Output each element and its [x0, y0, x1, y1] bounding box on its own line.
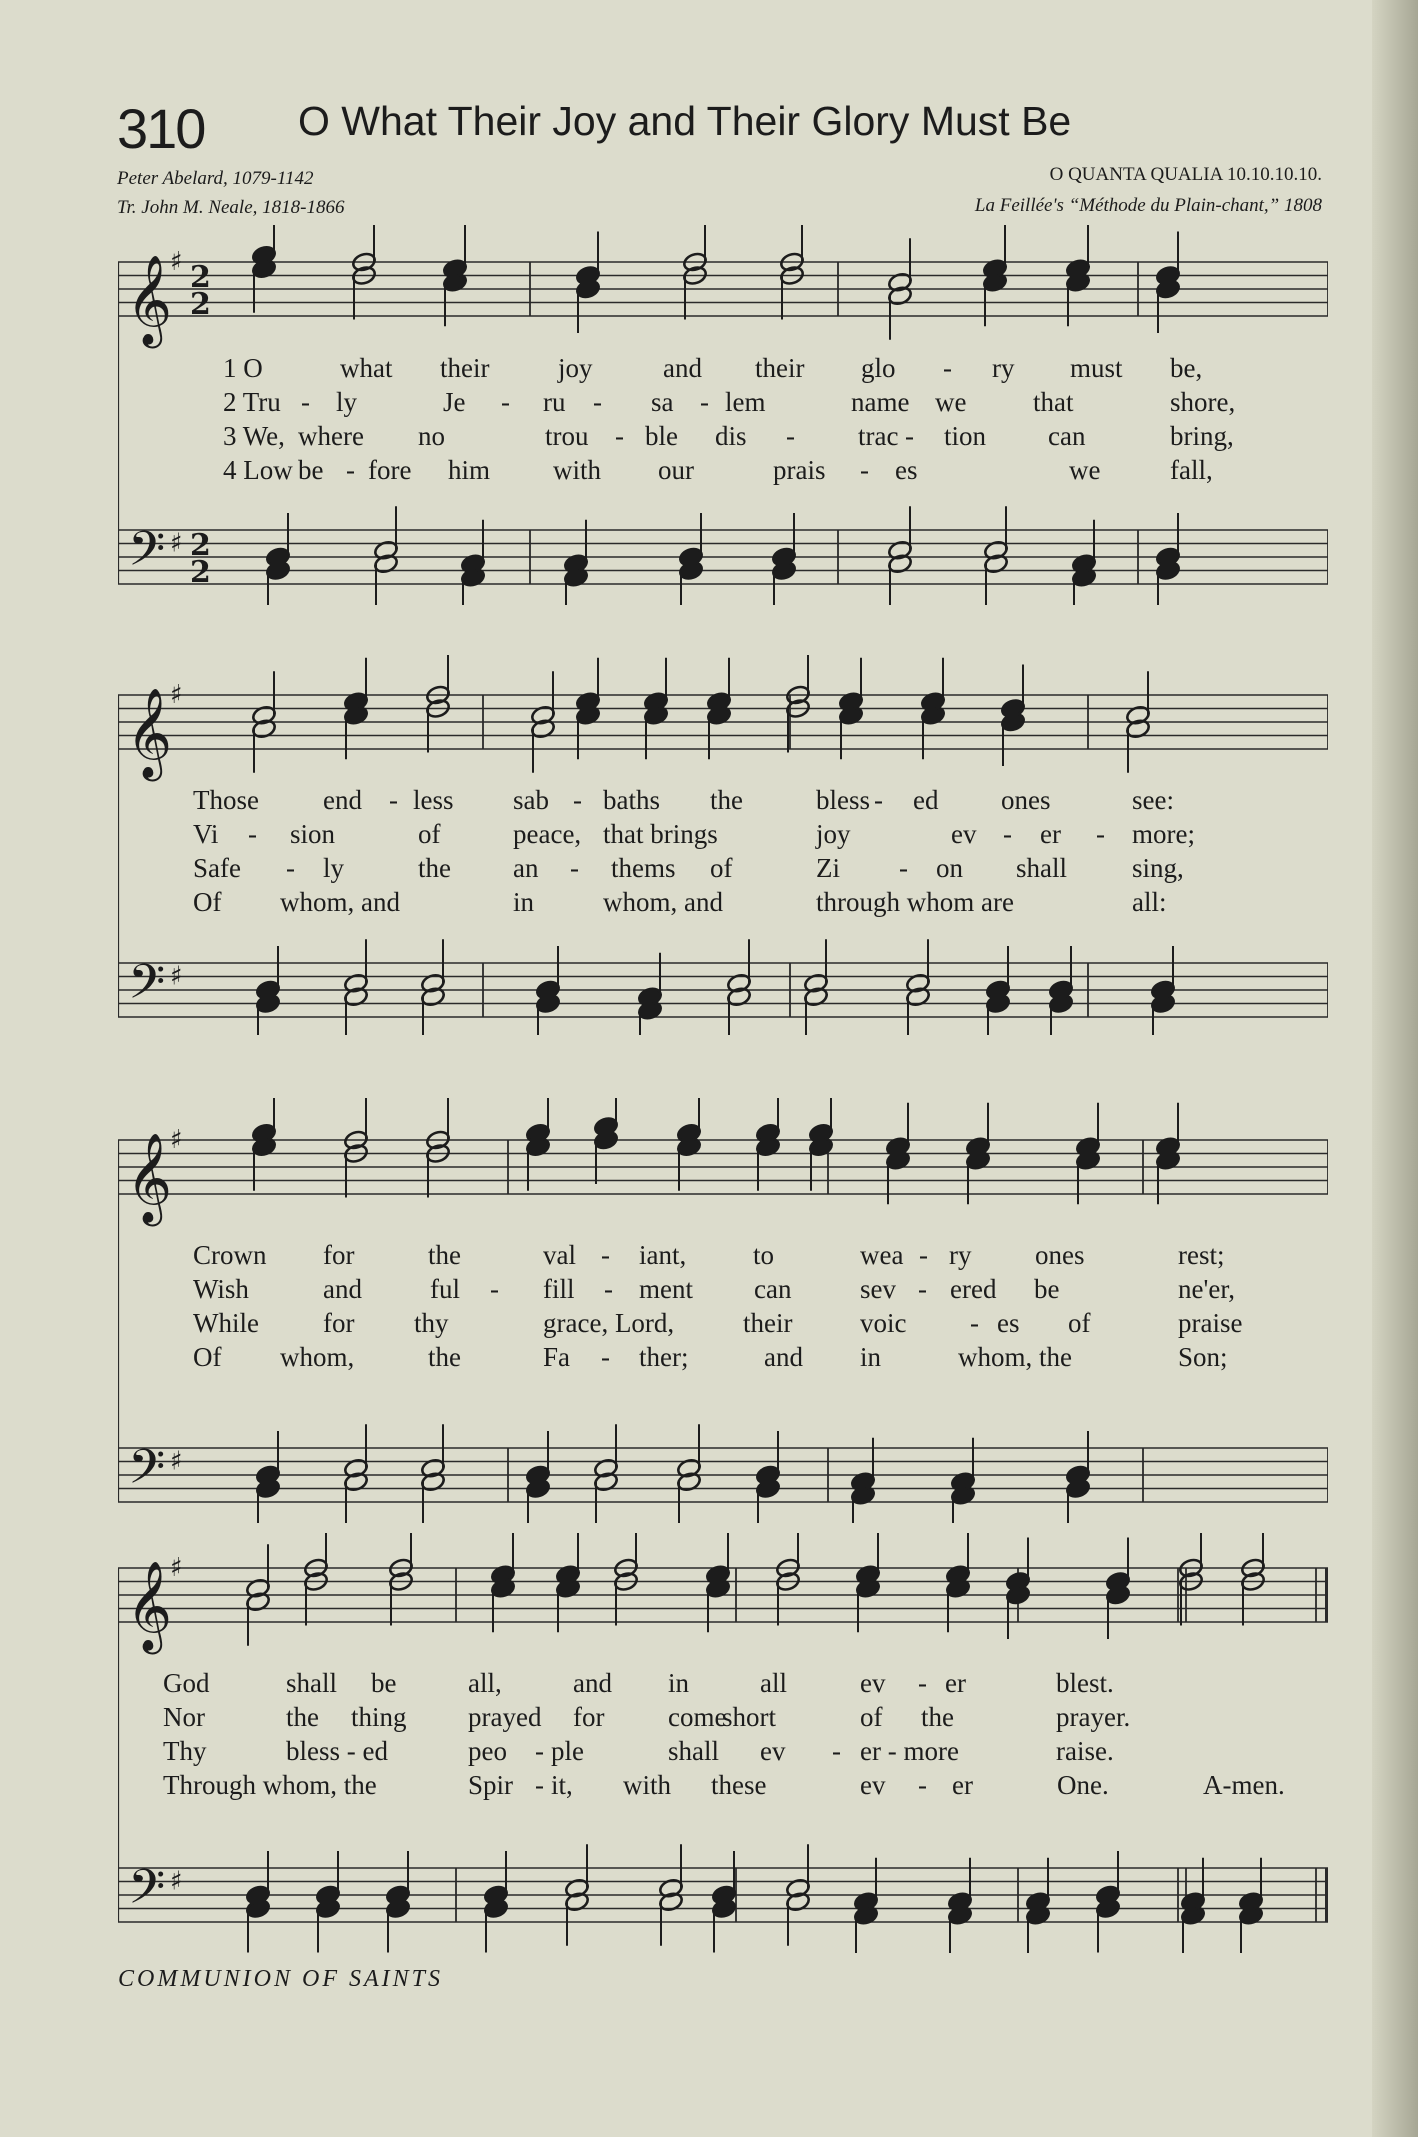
lyric-syllable: the	[428, 1240, 461, 1270]
lyric-syllable: -	[601, 1240, 610, 1270]
tune-source: La Feillée's “Méthode du Plain-chant,” 1808	[974, 195, 1322, 216]
lyric-syllable: Zi	[816, 853, 840, 883]
lyric-syllable: in	[668, 1668, 690, 1698]
lyric-syllable: and	[764, 1342, 803, 1372]
lyric-syllable: that	[1033, 387, 1074, 417]
lyric-syllable: er	[1040, 819, 1061, 849]
time-signature-top: 2	[190, 260, 211, 295]
lyric-syllable: shall	[1016, 853, 1067, 883]
lyric-syllable: -	[570, 853, 579, 883]
lyric-syllable: shore,	[1170, 387, 1236, 417]
music-system-1	[118, 225, 1328, 605]
lyric-syllable: bless - ed	[286, 1736, 388, 1766]
lyric-syllable: -	[874, 785, 883, 815]
lyric-syllable: these	[711, 1770, 767, 1800]
lyric-syllable: -	[535, 1736, 544, 1766]
lyric-syllable: ful	[430, 1274, 460, 1304]
verse-line-1	[118, 1668, 1328, 1700]
lyric-syllable: thy	[414, 1308, 449, 1338]
lyric-syllable: less	[413, 785, 454, 815]
lyric-syllable: Spir	[468, 1770, 514, 1800]
lyric-syllable: of	[1068, 1308, 1091, 1338]
lyric-syllable: sion	[290, 819, 336, 849]
lyric-syllable: we	[935, 387, 967, 417]
lyric-syllable: the	[710, 785, 743, 815]
sharp-key-signature-icon: ♯	[170, 1553, 183, 1583]
lyric-syllable: -	[899, 853, 908, 883]
lyric-syllable: come	[668, 1702, 727, 1732]
lyric-syllable: prayed	[468, 1702, 542, 1732]
lyric-syllable: the	[418, 853, 451, 883]
verse-line-2	[118, 1702, 1328, 1734]
verse-line-3	[118, 1308, 1328, 1340]
lyric-syllable: -	[501, 387, 510, 417]
music-system-2	[118, 655, 1328, 1035]
lyric-syllable: er	[952, 1770, 973, 1800]
verse-line-3	[118, 853, 1328, 885]
lyric-syllable: for	[573, 1702, 605, 1732]
lyric-syllable: whom,	[280, 1342, 355, 1372]
lyric-syllable: -	[1096, 819, 1105, 849]
lyric-syllable: what	[340, 353, 393, 383]
lyric-syllable: While	[193, 1308, 259, 1338]
lyric-syllable: whom, and	[603, 887, 723, 917]
time-signature-bottom: 2	[190, 287, 211, 322]
lyric-syllable: 4 Low	[223, 455, 293, 485]
bass-clef-icon: 𝄢	[128, 520, 166, 589]
lyric-syllable: ones	[1035, 1240, 1085, 1270]
lyric-syllable: -	[535, 1770, 544, 1800]
hymn-title: O What Their Joy and Their Glory Must Be	[298, 98, 1072, 144]
lyric-syllable: be,	[1170, 353, 1203, 383]
lyric-syllable: can	[1048, 421, 1086, 451]
lyric-syllable: fall,	[1170, 455, 1213, 485]
music-system-4	[118, 1533, 1328, 1953]
lyric-syllable: Wish	[193, 1274, 249, 1304]
lyric-syllable: more;	[1132, 819, 1195, 849]
lyric-syllable: the	[921, 1702, 954, 1732]
lyric-syllable: baths	[603, 785, 660, 815]
lyric-syllable: -	[919, 1240, 928, 1270]
verse-line-4	[118, 887, 1328, 919]
lyric-syllable: be	[1034, 1274, 1060, 1304]
lyric-syllable: blest.	[1056, 1668, 1114, 1698]
section-label: COMMUNION OF SAINTS	[118, 1966, 443, 1992]
lyric-syllable: -	[604, 1274, 613, 1304]
lyric-syllable: with	[553, 455, 602, 485]
treble-clef-icon: 𝄞	[126, 688, 173, 778]
verse-line-4	[118, 455, 1328, 487]
sharp-key-signature-icon: ♯	[170, 1446, 183, 1477]
lyric-syllable: for	[323, 1240, 355, 1270]
sharp-key-signature-icon: ♯	[170, 1866, 183, 1897]
lyric-syllable: -	[970, 1308, 979, 1338]
lyric-syllable: iant,	[639, 1240, 687, 1270]
lyric-syllable: the	[428, 1342, 461, 1372]
lyric-syllable: name	[851, 387, 910, 417]
lyric-syllable: -	[346, 455, 355, 485]
lyric-syllable: be	[298, 455, 324, 485]
lyric-syllable: Vi	[193, 819, 219, 849]
treble-clef-icon: 𝄞	[126, 1561, 173, 1651]
lyric-syllable: shall	[286, 1668, 337, 1698]
lyric-syllable: short	[722, 1702, 776, 1732]
lyric-syllable: must	[1070, 353, 1123, 383]
verse-line-2	[118, 1274, 1328, 1306]
lyric-syllable: es	[895, 455, 918, 485]
lyric-syllable: ered	[950, 1274, 997, 1304]
lyric-syllable: er - more	[860, 1736, 959, 1766]
lyric-syllable: ev	[860, 1668, 886, 1698]
lyric-syllable: joy	[558, 353, 593, 383]
lyric-syllable: ed	[913, 785, 939, 815]
lyric-syllable: peace,	[513, 819, 582, 849]
lyric-syllable: ne'er,	[1178, 1274, 1235, 1304]
lyric-syllable: through whom are	[816, 887, 1014, 917]
lyric-syllable: -	[943, 353, 952, 383]
lyric-syllable: -	[860, 455, 869, 485]
lyric-syllable: for	[323, 1308, 355, 1338]
lyric-syllable: Thy	[163, 1736, 207, 1766]
verse-line-4	[118, 1770, 1328, 1802]
lyric-syllable: ly	[336, 387, 358, 417]
lyric-syllable: Of	[193, 887, 222, 917]
lyric-syllable: peo	[468, 1736, 507, 1766]
lyric-syllable: -	[918, 1274, 927, 1304]
lyric-syllable: ther;	[639, 1342, 689, 1372]
lyric-syllable: thems	[611, 853, 676, 883]
lyric-syllable: where	[298, 421, 364, 451]
verse-line-3	[118, 421, 1328, 453]
lyric-syllable: all	[760, 1668, 787, 1698]
lyric-syllable: bless	[816, 785, 870, 815]
lyric-syllable: him	[448, 455, 491, 485]
lyric-syllable: ble	[645, 421, 678, 451]
lyric-syllable: whom, and	[280, 887, 400, 917]
lyric-syllable: sab	[513, 785, 549, 815]
lyric-syllable: lem	[725, 387, 766, 417]
lyric-syllable: Those	[193, 785, 259, 815]
lyric-syllable: One.	[1057, 1770, 1109, 1800]
lyric-syllable: -	[301, 387, 310, 417]
lyric-syllable: es	[997, 1308, 1020, 1338]
lyric-syllable: God	[163, 1668, 210, 1698]
lyric-syllable: -	[905, 421, 914, 451]
lyric-syllable: 3 We,	[223, 421, 285, 451]
sharp-key-signature-icon: ♯	[170, 680, 183, 710]
lyric-syllable: prais	[773, 455, 826, 485]
lyric-syllable: ly	[323, 853, 345, 883]
lyric-syllable: fore	[368, 455, 412, 485]
lyric-syllable: all:	[1132, 887, 1167, 917]
hymn-number: 310	[117, 97, 205, 160]
lyric-syllable: and	[663, 353, 702, 383]
lyric-syllable: Nor	[163, 1702, 205, 1732]
verse-line-1	[118, 1240, 1328, 1272]
lyric-syllable: whom, the	[958, 1342, 1072, 1372]
lyric-syllable: ru	[543, 387, 566, 417]
lyric-syllable: ev	[860, 1770, 886, 1800]
time-signature-bottom: 2	[190, 555, 211, 590]
lyric-syllable: we	[1069, 455, 1101, 485]
lyric-syllable: an	[513, 853, 539, 883]
lyric-syllable: the	[286, 1702, 319, 1732]
lyric-syllable: ment	[639, 1274, 693, 1304]
book-spine-shadow	[1372, 0, 1418, 2137]
verse-line-4	[118, 1342, 1328, 1374]
lyric-syllable: all,	[468, 1668, 502, 1698]
bass-clef-icon: 𝄢	[128, 1438, 166, 1507]
lyric-syllable: of	[860, 1702, 883, 1732]
lyric-syllable: their	[755, 353, 805, 383]
music-system-3	[118, 1098, 1328, 1523]
lyric-syllable: rest;	[1178, 1240, 1225, 1270]
lyric-syllable: with	[623, 1770, 672, 1800]
lyric-syllable: and	[573, 1668, 612, 1698]
lyric-syllable: ry	[992, 353, 1015, 383]
lyric-syllable: thing	[351, 1702, 407, 1732]
treble-clef-icon: 𝄞	[126, 255, 173, 345]
lyric-syllable: -	[1003, 819, 1012, 849]
lyric-syllable: be	[371, 1668, 397, 1698]
lyric-syllable: sev	[860, 1274, 896, 1304]
lyric-syllable: grace, Lord,	[543, 1308, 675, 1338]
lyric-syllable: can	[754, 1274, 792, 1304]
translator-credit: Tr. John M. Neale, 1818-1866	[117, 197, 345, 218]
lyric-syllable: ev	[760, 1736, 786, 1766]
lyric-syllable: that brings	[603, 819, 718, 849]
time-signature-top: 2	[190, 528, 211, 563]
lyric-syllable: ev	[951, 819, 977, 849]
lyric-syllable: trac	[858, 421, 899, 451]
lyric-syllable: Son;	[1178, 1342, 1228, 1372]
lyric-syllable: Je	[443, 387, 466, 417]
lyric-syllable: fill	[543, 1274, 575, 1304]
lyric-syllable: our	[658, 455, 694, 485]
lyric-syllable: ones	[1001, 785, 1051, 815]
verse-line-1	[118, 353, 1328, 385]
lyric-syllable: Crown	[193, 1240, 267, 1270]
lyric-syllable: Safe	[193, 853, 241, 883]
bass-clef-icon: 𝄢	[128, 1858, 166, 1927]
author-credit: Peter Abelard, 1079-1142	[117, 168, 314, 189]
lyric-syllable: -	[389, 785, 398, 815]
treble-clef-icon: 𝄞	[126, 1133, 173, 1223]
lyric-syllable: -	[593, 387, 602, 417]
lyric-syllable: praise	[1178, 1308, 1243, 1338]
lyric-syllable: voic	[860, 1308, 907, 1338]
lyric-syllable: glo	[861, 353, 896, 383]
lyric-syllable: -	[700, 387, 709, 417]
lyric-syllable: tion	[944, 421, 987, 451]
lyric-syllable: end	[323, 785, 362, 815]
verse-line-2	[118, 387, 1328, 419]
verse-line-1	[118, 785, 1328, 817]
lyric-syllable: in	[860, 1342, 882, 1372]
lyric-syllable: 2 Tru	[223, 387, 281, 417]
lyric-syllable: shall	[668, 1736, 719, 1766]
lyric-syllable: -	[615, 421, 624, 451]
lyric-syllable: er	[945, 1668, 966, 1698]
lyric-syllable: Through whom, the	[163, 1770, 377, 1800]
lyric-syllable: it,	[551, 1770, 573, 1800]
lyric-syllable: sing,	[1132, 853, 1184, 883]
lyric-syllable: -	[918, 1770, 927, 1800]
lyric-syllable: ry	[949, 1240, 972, 1270]
lyric-syllable: wea	[860, 1240, 904, 1270]
sharp-key-signature-icon: ♯	[170, 1125, 183, 1155]
lyric-syllable: ple	[551, 1736, 584, 1766]
lyric-syllable: -	[286, 853, 295, 883]
lyric-syllable: raise.	[1056, 1736, 1114, 1766]
lyric-syllable: trou	[545, 421, 589, 451]
lyric-syllable: prayer.	[1056, 1702, 1131, 1732]
lyric-syllable: bring,	[1170, 421, 1234, 451]
lyric-syllable: -	[248, 819, 257, 849]
lyric-syllable: val	[543, 1240, 576, 1270]
lyric-syllable: joy	[816, 819, 851, 849]
lyric-syllable: their	[743, 1308, 793, 1338]
lyric-syllable: of	[710, 853, 733, 883]
bass-clef-icon: 𝄢	[128, 953, 166, 1022]
lyric-syllable: their	[440, 353, 490, 383]
lyric-syllable: -	[490, 1274, 499, 1304]
lyric-syllable: sa	[651, 387, 674, 417]
lyric-syllable: to	[753, 1240, 775, 1270]
lyric-syllable: and	[323, 1274, 362, 1304]
lyric-syllable: 1 O	[223, 353, 263, 383]
lyric-syllable: -	[918, 1668, 927, 1698]
verse-line-2	[118, 819, 1328, 851]
lyric-syllable: of	[418, 819, 441, 849]
lyric-syllable: Fa	[543, 1342, 570, 1372]
lyric-syllable: see:	[1132, 785, 1174, 815]
lyric-syllable: in	[513, 887, 535, 917]
tune-name: O QUANTA QUALIA 10.10.10.10.	[1049, 164, 1322, 185]
sharp-key-signature-icon: ♯	[170, 247, 183, 277]
verse-line-3	[118, 1736, 1328, 1768]
sharp-key-signature-icon: ♯	[170, 528, 183, 559]
lyric-syllable: -	[786, 421, 795, 451]
lyric-syllable: no	[418, 421, 445, 451]
lyric-syllable: Of	[193, 1342, 222, 1372]
lyric-syllable: dis	[715, 421, 747, 451]
lyric-syllable: -	[573, 785, 582, 815]
lyric-syllable: -	[601, 1342, 610, 1372]
lyric-syllable: A-men.	[1203, 1770, 1285, 1800]
lyric-syllable: on	[936, 853, 963, 883]
sharp-key-signature-icon: ♯	[170, 961, 183, 992]
lyric-syllable: -	[832, 1736, 841, 1766]
